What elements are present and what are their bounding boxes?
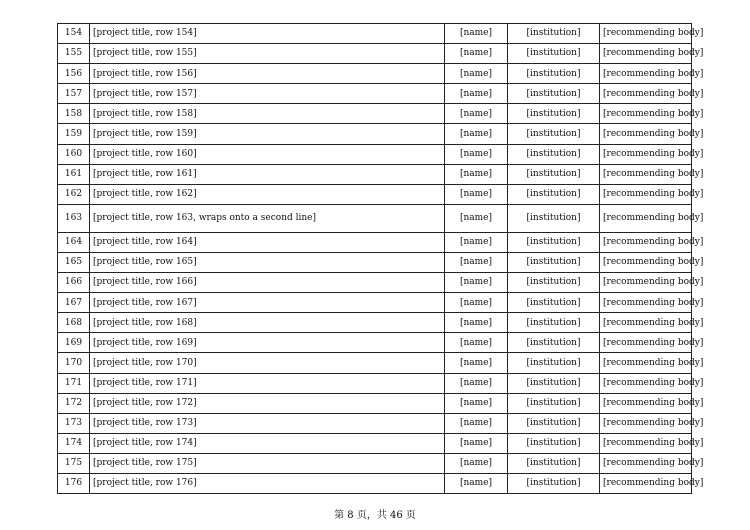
row-number: 171 [58, 373, 90, 393]
project-title: [project title, row 171] [90, 373, 445, 393]
table-row [58, 104, 692, 124]
recommending-body: [recommending body] [600, 393, 692, 413]
recommending-body: [recommending body] [600, 333, 692, 353]
project-title: [project title, row 164] [90, 232, 445, 252]
person-name: [name] [445, 473, 508, 493]
project-title: [project title, row 174] [90, 433, 445, 453]
institution-name: [institution] [508, 433, 600, 453]
table-row [58, 24, 692, 44]
institution-name: [institution] [508, 273, 600, 293]
person-name: [name] [445, 144, 508, 164]
recommending-body: [recommending body] [600, 373, 692, 393]
institution-name: [institution] [508, 252, 600, 272]
row-number: 168 [58, 313, 90, 333]
person-name: [name] [445, 453, 508, 473]
institution-name: [institution] [508, 204, 600, 232]
person-name: [name] [445, 204, 508, 232]
row-number: 162 [58, 184, 90, 204]
person-name: [name] [445, 64, 508, 84]
recommending-body: [recommending body] [600, 44, 692, 64]
recommending-body: [recommending body] [600, 24, 692, 44]
project-title: [project title, row 173] [90, 413, 445, 433]
person-name: [name] [445, 393, 508, 413]
project-title: [project title, row 160] [90, 144, 445, 164]
person-name: [name] [445, 44, 508, 64]
table-row [58, 232, 692, 252]
project-title: [project title, row 168] [90, 313, 445, 333]
row-number: 163 [58, 204, 90, 232]
institution-name: [institution] [508, 473, 600, 493]
project-title: [project title, row 154] [90, 24, 445, 44]
recommending-body: [recommending body] [600, 353, 692, 373]
recommending-body: [recommending body] [600, 252, 692, 272]
institution-name: [institution] [508, 353, 600, 373]
institution-name: [institution] [508, 413, 600, 433]
table-row [58, 453, 692, 473]
table-row [58, 413, 692, 433]
project-title: [project title, row 167] [90, 293, 445, 313]
project-title: [project title, row 176] [90, 473, 445, 493]
project-title: [project title, row 162] [90, 184, 445, 204]
recommending-body: [recommending body] [600, 84, 692, 104]
institution-name: [institution] [508, 84, 600, 104]
institution-name: [institution] [508, 24, 600, 44]
project-title: [project title, row 169] [90, 333, 445, 353]
recommending-body: [recommending body] [600, 204, 692, 232]
recommending-body: [recommending body] [600, 104, 692, 124]
row-number: 176 [58, 473, 90, 493]
institution-name: [institution] [508, 44, 600, 64]
row-number: 164 [58, 232, 90, 252]
table-row [58, 144, 692, 164]
row-number: 159 [58, 124, 90, 144]
table-row [58, 333, 692, 353]
project-title: [project title, row 156] [90, 64, 445, 84]
project-title: [project title, row 158] [90, 104, 445, 124]
table-row [58, 184, 692, 204]
row-number: 154 [58, 24, 90, 44]
row-number: 161 [58, 164, 90, 184]
project-title: [project title, row 175] [90, 453, 445, 473]
project-title: [project title, row 157] [90, 84, 445, 104]
recommending-body: [recommending body] [600, 433, 692, 453]
institution-name: [institution] [508, 293, 600, 313]
table-row [58, 393, 692, 413]
institution-name: [institution] [508, 124, 600, 144]
recommending-body: [recommending body] [600, 64, 692, 84]
person-name: [name] [445, 184, 508, 204]
project-title: [project title, row 159] [90, 124, 445, 144]
person-name: [name] [445, 232, 508, 252]
recommending-body: [recommending body] [600, 473, 692, 493]
row-number: 175 [58, 453, 90, 473]
person-name: [name] [445, 104, 508, 124]
person-name: [name] [445, 353, 508, 373]
institution-name: [institution] [508, 164, 600, 184]
recommending-body: [recommending body] [600, 293, 692, 313]
person-name: [name] [445, 293, 508, 313]
table-row [58, 64, 692, 84]
person-name: [name] [445, 252, 508, 272]
recommending-body: [recommending body] [600, 313, 692, 333]
recommending-body: [recommending body] [600, 184, 692, 204]
table-row [58, 373, 692, 393]
person-name: [name] [445, 273, 508, 293]
recommending-body: [recommending body] [600, 144, 692, 164]
project-title: [project title, row 165] [90, 252, 445, 272]
table-row [58, 124, 692, 144]
institution-name: [institution] [508, 393, 600, 413]
project-title: [project title, row 172] [90, 393, 445, 413]
table-row [58, 353, 692, 373]
table-row [58, 204, 692, 232]
person-name: [name] [445, 433, 508, 453]
table-row [58, 84, 692, 104]
institution-name: [institution] [508, 333, 600, 353]
row-number: 174 [58, 433, 90, 453]
row-number: 156 [58, 64, 90, 84]
table-row [58, 44, 692, 64]
table-row [58, 293, 692, 313]
table-body [58, 24, 704, 494]
person-name: [name] [445, 84, 508, 104]
recommending-body: [recommending body] [600, 273, 692, 293]
person-name: [name] [445, 24, 508, 44]
person-name: [name] [445, 373, 508, 393]
person-name: [name] [445, 333, 508, 353]
person-name: [name] [445, 124, 508, 144]
row-number: 155 [58, 44, 90, 64]
table-row [58, 313, 692, 333]
person-name: [name] [445, 413, 508, 433]
project-title: [project title, row 166] [90, 273, 445, 293]
row-number: 172 [58, 393, 90, 413]
institution-name: [institution] [508, 64, 600, 84]
recommending-body: [recommending body] [600, 124, 692, 144]
project-title: [project title, row 170] [90, 353, 445, 373]
table-row [58, 164, 692, 184]
row-number: 166 [58, 273, 90, 293]
project-title: [project title, row 161] [90, 164, 445, 184]
institution-name: [institution] [508, 144, 600, 164]
table-row [58, 473, 692, 493]
table-row [58, 273, 692, 293]
person-name: [name] [445, 313, 508, 333]
institution-name: [institution] [508, 104, 600, 124]
project-title: [project title, row 155] [90, 44, 445, 64]
row-number: 160 [58, 144, 90, 164]
institution-name: [institution] [508, 232, 600, 252]
row-number: 169 [58, 333, 90, 353]
person-name: [name] [445, 164, 508, 184]
recommending-body: [recommending body] [600, 413, 692, 433]
recommending-body: [recommending body] [600, 164, 692, 184]
project-table [57, 23, 704, 494]
table-row [58, 433, 692, 453]
institution-name: [institution] [508, 313, 600, 333]
project-title: [project title, row 163, wraps onto a second line] [90, 204, 445, 232]
row-number: 158 [58, 104, 90, 124]
page-footer: 第 8 页，共 46 页 [334, 510, 416, 521]
institution-name: [institution] [508, 184, 600, 204]
institution-name: [institution] [508, 453, 600, 473]
table-row [58, 252, 692, 272]
recommending-body: [recommending body] [600, 232, 692, 252]
row-number: 157 [58, 84, 90, 104]
row-number: 165 [58, 252, 90, 272]
row-number: 170 [58, 353, 90, 373]
institution-name: [institution] [508, 373, 600, 393]
row-number: 167 [58, 293, 90, 313]
row-number: 173 [58, 413, 90, 433]
recommending-body: [recommending body] [600, 453, 692, 473]
